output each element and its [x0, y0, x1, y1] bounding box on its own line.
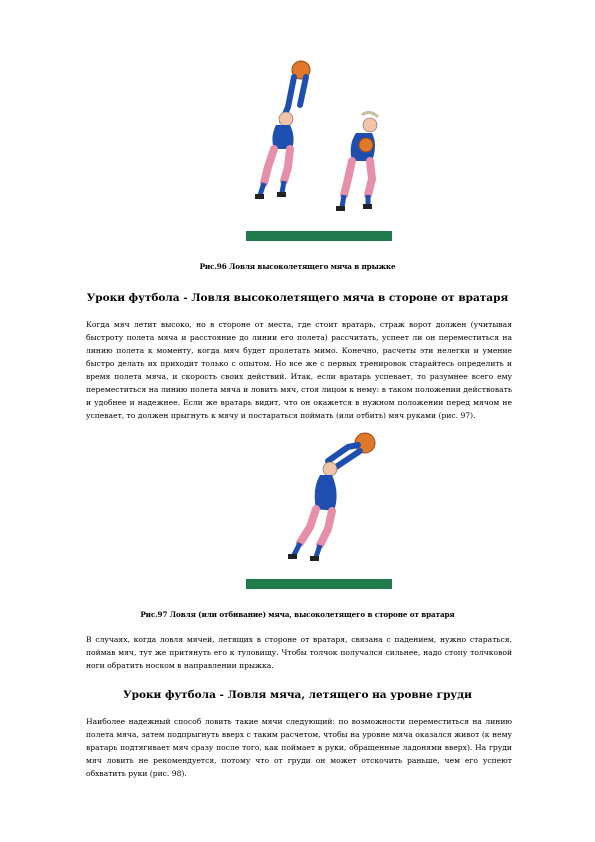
paragraph-side-high-ball: Когда мяч летит высоко, но в стороне от места, где стоит вратарь, страж ворот должен (учитывая быстроту полета мяча и расстояние до линии его полета) рассчитать, успеет ли он переместиться на линию полета к моменту, когда мяч будет пролетать мимо. Конечно, расчеты эти нелегки и умение быстро делать их приходит только с опытом. Но все же с первых тренировок старайтесь определить и время полета мяча, и скорость своих действий. Итак, если вратарь успевает, то разумнее всего ему переместиться на линию полета мяча и ловить мяч, стоя лицом к нему: в таком положении действовать и удобнее и надежнее. Если же вратарь видит, что он окажется в нужном положении перед мячом не успевает, то должен прыгнуть к мячу и постараться поймать (или отбить) мяч руками (рис. 97). — [86, 320, 512, 420]
figure-97-caption: Рис.97 Ловля (или отбивание) мяча, высоколетящего в стороне от вратаря — [140, 610, 455, 619]
paragraph-chest-level-ball: Наиболее надежный способ ловить такие мячи следующий: по возможности переместиться на линию полета мяча, затем подпрыгнуть вверх с таким расчетом, чтобы на уровне мяча оказался живот (к нему вратарь подтягивает мяч сразу после того, как поймает в руки, обращенные ладонями вверх). На груди мяч ловить не рекомендуется, потому что от груди он может отскочить раньше, чем его успеют обхватить руки (рис. 98). — [86, 717, 512, 778]
goalkeeper-jumping-figure — [255, 61, 310, 199]
section-heading-chest-level-ball: Уроки футбола - Ловля мяча, летящего на уровне груди — [123, 689, 472, 701]
goalkeeper-diving-figure — [288, 433, 375, 561]
figure-96-caption: Рис.96 Ловля высоколетящего мяча в прыжке — [199, 262, 396, 271]
figure-96-ground-bar — [246, 231, 392, 241]
figure-97-ground-bar — [246, 579, 392, 589]
paragraph-falling-catch: В случаях, когда ловля мячей, летящих в стороне от вратаря, связана с падением, нужно стараться, поймав мяч, тут же притянуть его к туловищу. Чтобы толчок получался сильнее, надо стопу толчковой ноги обратить носком в направлении прыжка. — [86, 635, 512, 670]
figure-97-illustration — [270, 425, 390, 585]
goalkeeper-landing-figure — [336, 112, 378, 211]
section-heading-side-high-ball: Уроки футбола - Ловля высоколетящего мяча в стороне от вратаря — [86, 292, 509, 304]
figure-96-illustration — [230, 55, 400, 240]
